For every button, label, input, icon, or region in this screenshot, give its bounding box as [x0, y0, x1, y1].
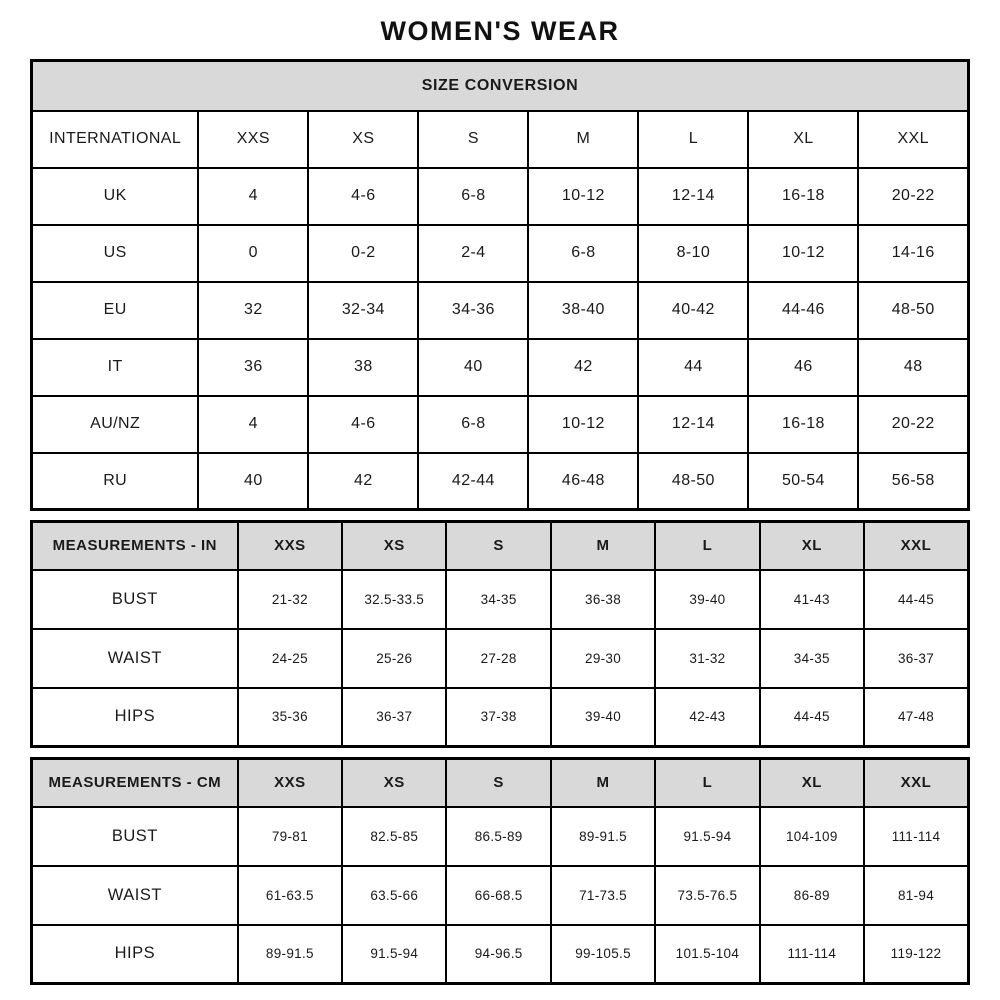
table-cell: 48-50: [638, 453, 748, 510]
table-cell: 48-50: [858, 282, 968, 339]
table-row-hips-in: [32, 688, 969, 747]
table-cell: 63.5-66: [342, 866, 446, 925]
row-label: AU/NZ: [32, 396, 199, 453]
table-cell: 79-81: [238, 807, 342, 866]
table-cell: 101.5-104: [655, 925, 759, 984]
table-cell: 40: [198, 453, 308, 510]
size-conversion-title: SIZE CONVERSION: [32, 61, 969, 111]
table-cell: 32.5-33.5: [342, 570, 446, 629]
table-cell: 36: [198, 339, 308, 396]
table-row-ru: [32, 453, 969, 510]
table-cell: 12-14: [638, 396, 748, 453]
table-cell: 39-40: [655, 570, 759, 629]
table-cell: 6-8: [418, 168, 528, 225]
table-row-us: [32, 225, 969, 282]
table-cell: 31-32: [655, 629, 759, 688]
measurements-in-title: MEASUREMENTS - IN: [32, 522, 238, 570]
table-cell: 99-105.5: [551, 925, 655, 984]
table-cell: 56-58: [858, 453, 968, 510]
table-cell: 10-12: [748, 225, 858, 282]
table-cell: 8-10: [638, 225, 748, 282]
table-cell: 24-25: [238, 629, 342, 688]
table-cell: 48: [858, 339, 968, 396]
table-cell: 46: [748, 339, 858, 396]
table-cell: 21-32: [238, 570, 342, 629]
column-header: XXL: [864, 759, 968, 807]
table-cell: 6-8: [528, 225, 638, 282]
table-row-uk: [32, 168, 969, 225]
column-header: S: [446, 759, 550, 807]
table-cell: 6-8: [418, 396, 528, 453]
row-label: WAIST: [32, 866, 238, 925]
table-cell: 32-34: [308, 282, 418, 339]
table-cell: 111-114: [760, 925, 864, 984]
table-cell: 94-96.5: [446, 925, 550, 984]
table-row-bust-cm: [32, 807, 969, 866]
table-cell: 38: [308, 339, 418, 396]
column-header: S: [418, 111, 528, 168]
table-cell: 34-35: [760, 629, 864, 688]
table-cell: 42: [308, 453, 418, 510]
table-cell: 111-114: [864, 807, 968, 866]
row-label: HIPS: [32, 925, 238, 984]
row-label: HIPS: [32, 688, 238, 747]
table-cell: 36-38: [551, 570, 655, 629]
table-cell: 16-18: [748, 168, 858, 225]
row-label: BUST: [32, 807, 238, 866]
table-cell: 86-89: [760, 866, 864, 925]
table-header-row: [32, 759, 969, 807]
table-cell: 91.5-94: [655, 807, 759, 866]
row-label: WAIST: [32, 629, 238, 688]
table-cell: 4: [198, 396, 308, 453]
table-cell: 29-30: [551, 629, 655, 688]
table-cell: 86.5-89: [446, 807, 550, 866]
row-label: RU: [32, 453, 199, 510]
table-header-row: [32, 111, 969, 168]
table-cell: 46-48: [528, 453, 638, 510]
table-cell: 25-26: [342, 629, 446, 688]
table-cell: 14-16: [858, 225, 968, 282]
table-row-hips-cm: [32, 925, 969, 984]
table-caption-row: [32, 61, 969, 111]
table-cell: 16-18: [748, 396, 858, 453]
table-cell: 0: [198, 225, 308, 282]
column-header: XS: [342, 522, 446, 570]
column-header: M: [551, 522, 655, 570]
table-cell: 4-6: [308, 168, 418, 225]
table-header-row: [32, 522, 969, 570]
table-cell: 91.5-94: [342, 925, 446, 984]
table-row-eu: [32, 282, 969, 339]
table-row-aunz: [32, 396, 969, 453]
table-cell: 50-54: [748, 453, 858, 510]
table-cell: 44-45: [760, 688, 864, 747]
table-cell: 10-12: [528, 396, 638, 453]
table-cell: 34-36: [418, 282, 528, 339]
table-cell: 44-45: [864, 570, 968, 629]
table-cell: 34-35: [446, 570, 550, 629]
column-header: XXS: [198, 111, 308, 168]
table-cell: 44-46: [748, 282, 858, 339]
table-cell: 20-22: [858, 168, 968, 225]
column-header: XXL: [858, 111, 968, 168]
table-cell: 37-38: [446, 688, 550, 747]
row-label: US: [32, 225, 199, 282]
table-cell: 119-122: [864, 925, 968, 984]
table-cell: 10-12: [528, 168, 638, 225]
table-cell: 44: [638, 339, 748, 396]
table-cell: 81-94: [864, 866, 968, 925]
column-header: XXS: [238, 522, 342, 570]
table-cell: 2-4: [418, 225, 528, 282]
column-header: XS: [308, 111, 418, 168]
table-cell: 12-14: [638, 168, 748, 225]
table-cell: 104-109: [760, 807, 864, 866]
table-cell: 73.5-76.5: [655, 866, 759, 925]
table-cell: 27-28: [446, 629, 550, 688]
column-header: L: [655, 522, 759, 570]
row-label: IT: [32, 339, 199, 396]
page-title: WOMEN'S WEAR: [380, 16, 620, 46]
row-label: UK: [32, 168, 199, 225]
column-header: INTERNATIONAL: [32, 111, 199, 168]
column-header: M: [551, 759, 655, 807]
column-header: L: [655, 759, 759, 807]
table-cell: 66-68.5: [446, 866, 550, 925]
column-header: XL: [748, 111, 858, 168]
table-cell: 82.5-85: [342, 807, 446, 866]
table-cell: 4: [198, 168, 308, 225]
table-cell: 40: [418, 339, 528, 396]
table-cell: 42-44: [418, 453, 528, 510]
column-header: L: [638, 111, 748, 168]
table-cell: 89-91.5: [551, 807, 655, 866]
table-cell: 0-2: [308, 225, 418, 282]
table-cell: 36-37: [342, 688, 446, 747]
table-row-it: [32, 339, 969, 396]
table-cell: 38-40: [528, 282, 638, 339]
row-label: EU: [32, 282, 199, 339]
table-row-bust-in: [32, 570, 969, 629]
measurements-in-table: [30, 520, 970, 748]
table-cell: 41-43: [760, 570, 864, 629]
column-header: XL: [760, 759, 864, 807]
table-cell: 40-42: [638, 282, 748, 339]
table-row-waist-in: [32, 629, 969, 688]
table-row-waist-cm: [32, 866, 969, 925]
column-header: XS: [342, 759, 446, 807]
table-cell: 20-22: [858, 396, 968, 453]
measurements-cm-title: MEASUREMENTS - CM: [32, 759, 238, 807]
column-header: XXS: [238, 759, 342, 807]
column-header: XXL: [864, 522, 968, 570]
table-cell: 39-40: [551, 688, 655, 747]
table-cell: 4-6: [308, 396, 418, 453]
column-header: M: [528, 111, 638, 168]
table-cell: 32: [198, 282, 308, 339]
table-cell: 36-37: [864, 629, 968, 688]
column-header: S: [446, 522, 550, 570]
table-cell: 71-73.5: [551, 866, 655, 925]
table-cell: 42-43: [655, 688, 759, 747]
table-cell: 89-91.5: [238, 925, 342, 984]
table-cell: 61-63.5: [238, 866, 342, 925]
measurements-cm-table: [30, 757, 970, 985]
row-label: BUST: [32, 570, 238, 629]
table-cell: 42: [528, 339, 638, 396]
table-cell: 35-36: [238, 688, 342, 747]
size-conversion-table: [30, 59, 970, 511]
column-header: XL: [760, 522, 864, 570]
table-cell: 47-48: [864, 688, 968, 747]
